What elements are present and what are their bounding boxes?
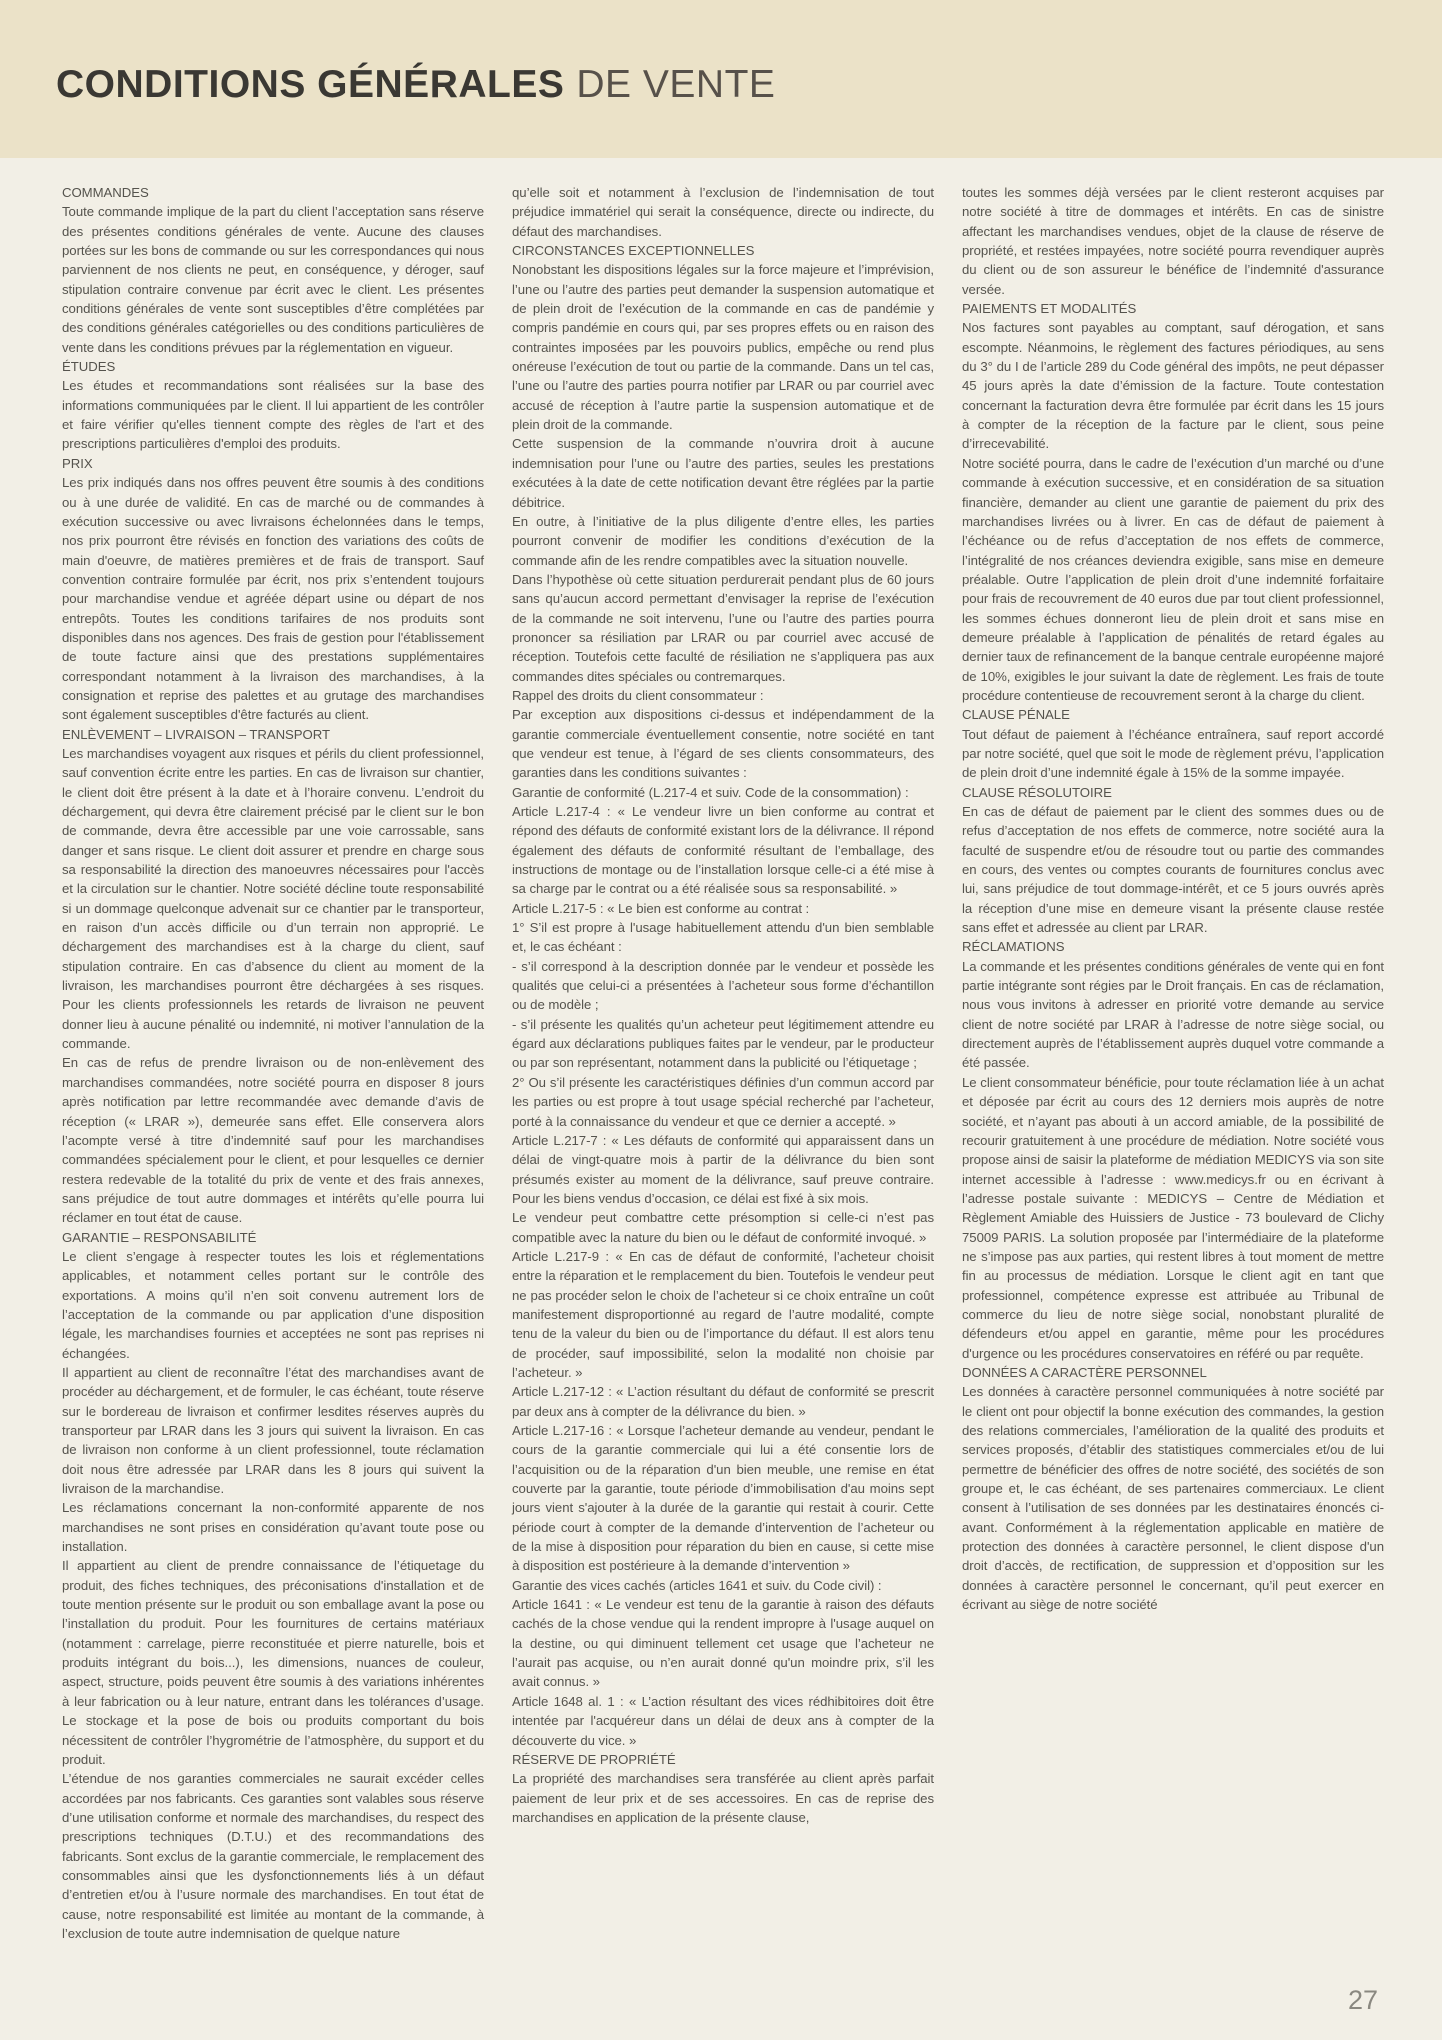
section-heading: PRIX [62, 455, 93, 471]
paragraph: En cas de refus de prendre livraison ou de non-enlèvement des marchandises commandées, notre société pourra en disposer 8 jours après notification par lettre recommandée avec demande d’avis de réception (« LRAR »), demeurée sans effet. Elle conservera alors l’acompte versé à titre d’indemnité sauf pour les marchandises commandées spécialement pour le client, et pour lesquelles ce dernier restera redevable de la totalité du prix de vente et des frais annexes, sans préjudice de tout autre dommages et intérêts qu’elle pourra lui réclamer en tout état de cause. [62, 1055, 484, 1226]
paragraph: qu’elle soit et notamment à l’exclusion de l’indemnisation de tout préjudice immatériel qui serait la conséquence, directe ou indirecte, du défaut des marchandises. [512, 185, 934, 239]
paragraph: Les réclamations concernant la non-conformité apparente de nos marchandises ne sont prises en considération qu’avant toute pose ou installation. [62, 1500, 484, 1555]
paragraph: Il appartient au client de reconnaître l’état des marchandises avant de procéder au déchargement, et de formuler, le cas échéant, toute réserve sur le bordereau de livraison et confirmer lesdites réserves auprès du transporteur par LRAR dans les 3 jours qui suivent la livraison. En cas de livraison non conforme à un client professionnel, toute réclamation doit nous être adressée par LRAR dans les 8 jours qui suivent la livraison de la marchandise. [62, 1364, 484, 1497]
page-title-suffix: DE VENTE [576, 62, 776, 106]
terms-columns [0, 158, 1442, 1943]
paragraph: Toute commande implique de la part du client l’acceptation sans réserve des présentes conditions générales de vente. Aucune des clauses portées sur les bons de commande ou sur les correspondances qui nous parviennent de nos clients ne peut, en conséquence, y déroger, sauf stipulation contraire convenue par écrit avec le client. Les présentes conditions générales de vente sont susceptibles d’être complétées par des conditions générales catégorielles ou des conditions particulières de vente dans les conditions prévues par la réglementation en vigueur. [62, 204, 484, 355]
page-number: 27 [1347, 1985, 1378, 2015]
paragraph: Article L.217-12 : « L’action résultant du défaut de conformité se prescrit par deux ans à compter de la délivrance du bien. » [512, 1384, 934, 1419]
section-heading: RÉCLAMATIONS [962, 939, 1065, 955]
section-heading: ENLÈVEMENT – LIVRAISON – TRANSPORT [62, 726, 330, 742]
paragraph: Article 1648 al. 1 : « L’action résultant des vices rédhibitoires doit être intentée par l'acquéreur dans un délai de deux ans à compter de la découverte du vice. » [512, 1693, 934, 1748]
paragraph: Article L.217-4 : « Le vendeur livre un bien conforme au contrat et répond des défauts de conformité existant lors de la délivrance. Il répond également des défauts de conformité résultant de l’emballage, des instructions de montage ou de l’installation lorsque celle-ci a été mise à sa charge par le contrat ou a été réalisée sous sa responsabilité. » [512, 804, 934, 897]
paragraph: Les données à caractère personnel communiquées à notre société par le client ont pour objectif la bonne exécution des commandes, la gestion des relations commerciales, l’amélioration de la qualité des produits et services proposés, d’établir des statistiques commerciales et/ou de lui permettre de bénéficier des offres de notre société, des sociétés de son groupe et, le cas échéant, de ses partenaires commerciaux. Le client consent à l’utilisation de ses données par les destinataires énoncés ci-avant. Conformément à la réglementation applicable en matière de protection des données à caractère personnel, le client dispose d'un droit d’accès, de rectification, de suppression et d’opposition sur les données à caractère personnel le concernant, qu’il peut exercer en écrivant au siège de notre société [962, 1384, 1384, 1613]
paragraph: Rappel des droits du client consommateur : [512, 687, 764, 703]
paragraph: Nonobstant les dispositions légales sur la force majeure et l’imprévision, l’une ou l’autre des parties peut demander la suspension automatique et de plein droit de l’exécution de la commande en cas de pandémie y compris pandémie en cours qui, par ses propres effets ou en raison des contraintes imposées par les pouvoirs publics, empêche ou rend plus onéreuse l’exécution de tout ou partie de la commande. Dans un tel cas, l’une ou l’autre des parties pourra notifier par LRAR ou par courriel avec accusé de réception à l’autre partie la suspension automatique et de plein droit de la commande. [512, 262, 934, 433]
paragraph: En cas de défaut de paiement par le client des sommes dues ou de refus d’acceptation de nos effets de commerce, notre société aura la faculté de suspendre et/ou de résoudre tout ou partie des commandes en cours, des ventes ou comptes courants de fournitures conclus avec lui, sans préjudice de tout dommage-intérêt, et ce 5 jours ouvrés après la réception d’une mise en demeure visant la présente clause restée sans effet et adressée au client par LRAR. [962, 804, 1384, 936]
section-heading: CIRCONSTANCES EXCEPTIONNELLES [512, 243, 755, 259]
paragraph: Article L.217-7 : « Les défauts de conformité qui apparaissent dans un délai de vingt-quatre mois à partir de la délivrance du bien sont présumés exister au moment de la délivrance, sauf preuve contraire. Pour les biens vendus d’occasion, ce délai est fixé à six mois. [512, 1132, 934, 1206]
terms-column-2 [512, 183, 934, 1943]
section-heading: DONNÉES A CARACTÈRE PERSONNEL [962, 1364, 1207, 1380]
paragraph: La commande et les présentes conditions générales de vente qui en font partie intégrante sont régies par le Droit français. En cas de réclamation, nous vous invitons à adresser en priorité votre demande au service client de notre société par LRAR à l’adresse de notre siège social, ou directement auprès de l’établissement auprès duquel votre commande a été passée. [962, 958, 1384, 1071]
paragraph: Le vendeur peut combattre cette présomption si celle-ci n’est pas compatible avec la nature du bien ou le défaut de conformité invoqué. » [512, 1210, 934, 1245]
paragraph: Article L.217-16 : « Lorsque l’acheteur demande au vendeur, pendant le cours de la garantie commerciale qui lui a été consentie lors de l’acquisition ou de la réparation d'un bien meuble, une remise en état couverte par la garantie, toute période d’immobilisation d'au moins sept jours vient s'ajouter à la durée de la garantie qui restait à courir. Cette période court à compter de la demande d’intervention de l’acheteur ou de la mise à disposition pour réparation du bien en cause, si cette mise à disposition est postérieure à la demande d’intervention » [512, 1423, 934, 1574]
section-heading: CLAUSE RÉSOLUTOIRE [962, 784, 1112, 800]
paragraph: Par exception aux dispositions ci-dessus et indépendamment de la garantie commerciale éventuellement consentie, notre société en tant que vendeur est tenue, à l’égard de ses clients consommateurs, des garanties dans les conditions suivantes : [512, 707, 934, 781]
section-heading: COMMANDES [62, 185, 149, 200]
paragraph: Il appartient au client de prendre connaissance de l’étiquetage du produit, des fiches techniques, des préconisations d'installation et de toute mention présente sur le produit ou son emballage avant la pose ou l’installation du produit. Pour les fournitures de certains matériaux (notamment : carrelage, pierre reconstituée et pierre naturelle, bois et produits intégrant du bois...), les dimensions, nuances de couleur, aspect, structure, poids peuvent être soumis à des variations inhérentes à leur fabrication ou à leur nature, entrant dans les tolérances d’usage. Le stockage et la pose de bois ou produits comportant du bois nécessitent de contrôler l’hygrométrie de l’atmosphère, du support et du produit. [62, 1558, 484, 1767]
paragraph: Article 1641 : « Le vendeur est tenu de la garantie à raison des défauts cachés de la chose vendue qui la rendent impropre à l'usage auquel on la destine, ou qui diminuent tellement cet usage que l’acheteur ne l’aurait pas acquise, ou n’en aurait donné qu'un moindre prix, s’il les avait connus. » [512, 1597, 934, 1690]
paragraph: - s’il correspond à la description donnée par le vendeur et possède les qualités que celui-ci a présentées à l’acheteur sous forme d’échantillon ou de modèle ; [512, 958, 934, 1013]
paragraph: Tout défaut de paiement à l’échéance entraînera, sauf report accordé par notre société, quel que soit le mode de règlement prévu, l’application de plein droit d’une indemnité égale à 15% de la somme impayée. [962, 726, 1384, 781]
section-heading: GARANTIE – RESPONSABILITÉ [62, 1229, 257, 1245]
paragraph: L’étendue de nos garanties commerciales ne saurait excéder celles accordées par nos fabricants. Ces garanties sont valables sous réserve d’une utilisation conforme et normale des marchandises, du respect des prescriptions techniques (D.T.U.) et des recommandations des fabricants. Sont exclus de la garantie commerciale, le remplacement des consommables ainsi que les dysfonctionnements liés à un défaut d’entretien et/ou à l’usure normale des marchandises. En tout état de cause, notre responsabilité est limitée au montant de la commande, à l’exclusion de toute autre indemnisation de quelque nature [62, 1771, 484, 1941]
paragraph: Article L.217-9 : « En cas de défaut de conformité, l’acheteur choisit entre la réparation et le remplacement du bien. Toutefois le vendeur peut ne pas procéder selon le choix de l’acheteur si ce choix entraîne un coût manifestement disproportionné au regard de l’autre modalité, compte tenu de la valeur du bien ou de l’importance du défaut. Il est alors tenu de procéder, sauf impossibilité, selon la modalité non choisie par l’acheteur. » [512, 1248, 934, 1380]
terms-column-3 [962, 183, 1384, 1943]
paragraph: Les prix indiqués dans nos offres peuvent être soumis à des conditions ou à une durée de validité. En cas de marché ou de commandes à exécution successive ou avec livraisons échelonnées dans le temps, nos prix pourront être révisés en fonction des variations des coûts de main d'oeuvre, de matières premières et de frais de transport. Sauf convention contraire formulée par écrit, nos prix s’entendent toujours pour marchandise vendue et agréée départ usine ou départ de nos entrepôts. Toutes les conditions tarifaires de nos produits sont disponibles dans nos agences. Des frais de gestion pour l'établissement de toute facture ainsi que des prestations supplémentaires correspondant notamment à la livraison des marchandises, à la consignation et reprise des palettes et au grutage des marchandises sont également susceptibles d'être facturés au client. [62, 475, 484, 723]
paragraph: 2° Ou s’il présente les caractéristiques définies d’un commun accord par les parties ou est propre à tout usage spécial recherché par l’acheteur, porté à la connaissance du vendeur et que ce dernier a accepté. » [512, 1074, 934, 1129]
paragraph: Garantie des vices cachés (articles 1641 et suiv. du Code civil) : [512, 1577, 882, 1593]
paragraph: Cette suspension de la commande n’ouvrira droit à aucune indemnisation pour l’une ou l’autre des parties, seules les prestations exécutées à la date de cette notification devant être réglées par la partie débitrice. [512, 436, 934, 510]
paragraph: Garantie de conformité (L.217-4 et suiv. Code de la consommation) : [512, 784, 909, 800]
paragraph: Notre société pourra, dans le cadre de l’exécution d’un marché ou d’une commande à exécution successive, et en considération de sa situation financière, demander au client une garantie de paiement du prix des marchandises livrées ou à livrer. En cas de défaut de paiement à l’échéance ou de refus d’acceptation de nos effets de commerce, l’intégralité de nos créances deviendra exigible, sans mise en demeure préalable. Outre l’application de plein droit d’une indemnité forfaitaire pour frais de recouvrement de 40 euros due par tout client professionnel, les sommes échues donneront lieu de plein droit et sans mise en demeure préalable à l’application de pénalités de retard égales au dernier taux de refinancement de la banque centrale européenne majoré de 10%, exigibles le jour suivant la date de règlement. Les frais de toute procédure contentieuse de recouvrement seront à la charge du client. [962, 455, 1384, 703]
page-title [56, 62, 776, 106]
section-heading: RÉSERVE DE PROPRIÉTÉ [512, 1751, 676, 1767]
section-heading: CLAUSE PÉNALE [962, 707, 1070, 723]
paragraph: La propriété des marchandises sera transférée au client après parfait paiement de leur prix et de ses accessoires. En cas de reprise des marchandises en application de la présente clause, [512, 1771, 934, 1825]
paragraph: Les marchandises voyagent aux risques et périls du client professionnel, sauf convention écrite entre les parties. En cas de livraison sur chantier, le client doit être présent à la date et à l’horaire convenu. L’endroit du déchargement, qui devra être clairement précisé par le client sur le bon de commande, devra être accessible par une voie carrossable, sans danger et sans risque. Le client doit assurer et prendre en charge sous sa responsabilité la direction des manoeuvres nécessaires pour l'accès et la circulation sur le chantier. Notre société décline toute responsabilité si un dommage quelconque advenait sur ce chantier par le transporteur, en raison d’un accès difficile ou d’un terrain non approprié. Le déchargement des marchandises est à la charge du client, sauf stipulation contraire. En cas d’absence du client au moment de la livraison, les marchandises pourront être déchargées à ses risques. Pour les clients professionnels les retards de livraison ne peuvent donner lieu à aucune pénalité ou indemnité, ni motiver l’annulation de la commande. [62, 745, 484, 1052]
section-heading: PAIEMENTS ET MODALITÉS [962, 301, 1137, 317]
terms-column-1 [62, 183, 484, 1943]
paragraph: toutes les sommes déjà versées par le client resteront acquises par notre société à titre de dommages et intérêts. En cas de sinistre affectant les marchandises vendues, objet de la clause de réserve de propriété, et restées impayées, notre société pourra revendiquer auprès du client ou de son assureur le bénéfice de l’indemnité d'assurance versée. [962, 185, 1384, 297]
paragraph: Les études et recommandations sont réalisées sur la base des informations communiquées par le client. Il lui appartient de les contrôler et faire vérifier qu'elles tiennent compte des règles de l'art et des prescriptions particulières d'emploi des produits. [62, 378, 484, 452]
paragraph: En outre, à l’initiative de la plus diligente d’entre elles, les parties pourront convenir de modifier les conditions d’exécution de la commande afin de les rendre compatibles avec la situation nouvelle. [512, 513, 934, 568]
paragraph: Le client consommateur bénéficie, pour toute réclamation liée à un achat et déposée par écrit au cours des 12 derniers mois auprès de notre société, et n’ayant pas abouti à un accord amiable, de la possibilité de recourir gratuitement à une procédure de médiation. Notre société vous propose ainsi de saisir la plateforme de médiation MEDICYS via son site internet accessible à l’adresse : www.medicys.fr ou en écrivant à l’adresse postale suivante : MEDICYS – Centre de Médiation et Règlement Amiable des Huissiers de Justice - 73 boulevard de Clichy 75009 PARIS. La solution proposée par l’intermédiaire de la plateforme ne s’impose pas aux parties, qui restent libres à tout moment de mettre fin au processus de médiation. Lorsque le client agit en tant que professionnel, compétence expresse est attribuée au Tribunal de commerce du lieu de notre siège social, nonobstant pluralité de défendeurs et/ou appel en garantie, même pour les procédures d'urgence ou les procédures conservatoires en référé ou par requête. [962, 1074, 1384, 1361]
section-heading: ÉTUDES [62, 359, 116, 375]
paragraph: Article L.217-5 : « Le bien est conforme au contrat : [512, 900, 810, 916]
paragraph: Le client s’engage à respecter toutes les lois et réglementations applicables, et notamment celles portant sur le contrôle des exportations. A moins qu’il n’en soit convenu autrement lors de l’acceptation de la commande ou par application d’une disposition légale, les marchandises fournies et acceptées ne sont pas reprises ni échangées. [62, 1248, 484, 1361]
page-header [0, 0, 1442, 158]
paragraph: 1° S’il est propre à l'usage habituellement attendu d'un bien semblable et, le cas échéant : [512, 920, 934, 955]
paragraph: - s’il présente les qualités qu’un acheteur peut légitimement attendre eu égard aux déclarations publiques faites par le vendeur, par le producteur ou par son représentant, notamment dans la publicité ou l’étiquetage ; [512, 1016, 934, 1071]
paragraph: Dans l’hypothèse où cette situation perdurerait pendant plus de 60 jours sans qu’aucun accord permettant d’envisager la reprise de l’exécution de la commande ne soit intervenu, l’une ou l’autre des parties pourra prononcer sa résiliation par LRAR ou par courriel avec accusé de réception. Toutefois cette faculté de résiliation ne s’appliquera pas aux commandes dites spéciales ou contremarques. [512, 571, 934, 684]
page-title-main: CONDITIONS GÉNÉRALES [56, 62, 565, 106]
paragraph: Nos factures sont payables au comptant, sauf dérogation, et sans escompte. Néanmoins, le règlement des factures périodiques, au sens du 3° du I de l’article 289 du Code général des impôts, ne peut dépasser 45 jours après la date d’émission de la facture. Toute contestation concernant la facturation devra être formulée par écrit dans les 15 jours à compter de la réception de la facture par le client, sous peine d’irrecevabilité. [962, 320, 1384, 452]
